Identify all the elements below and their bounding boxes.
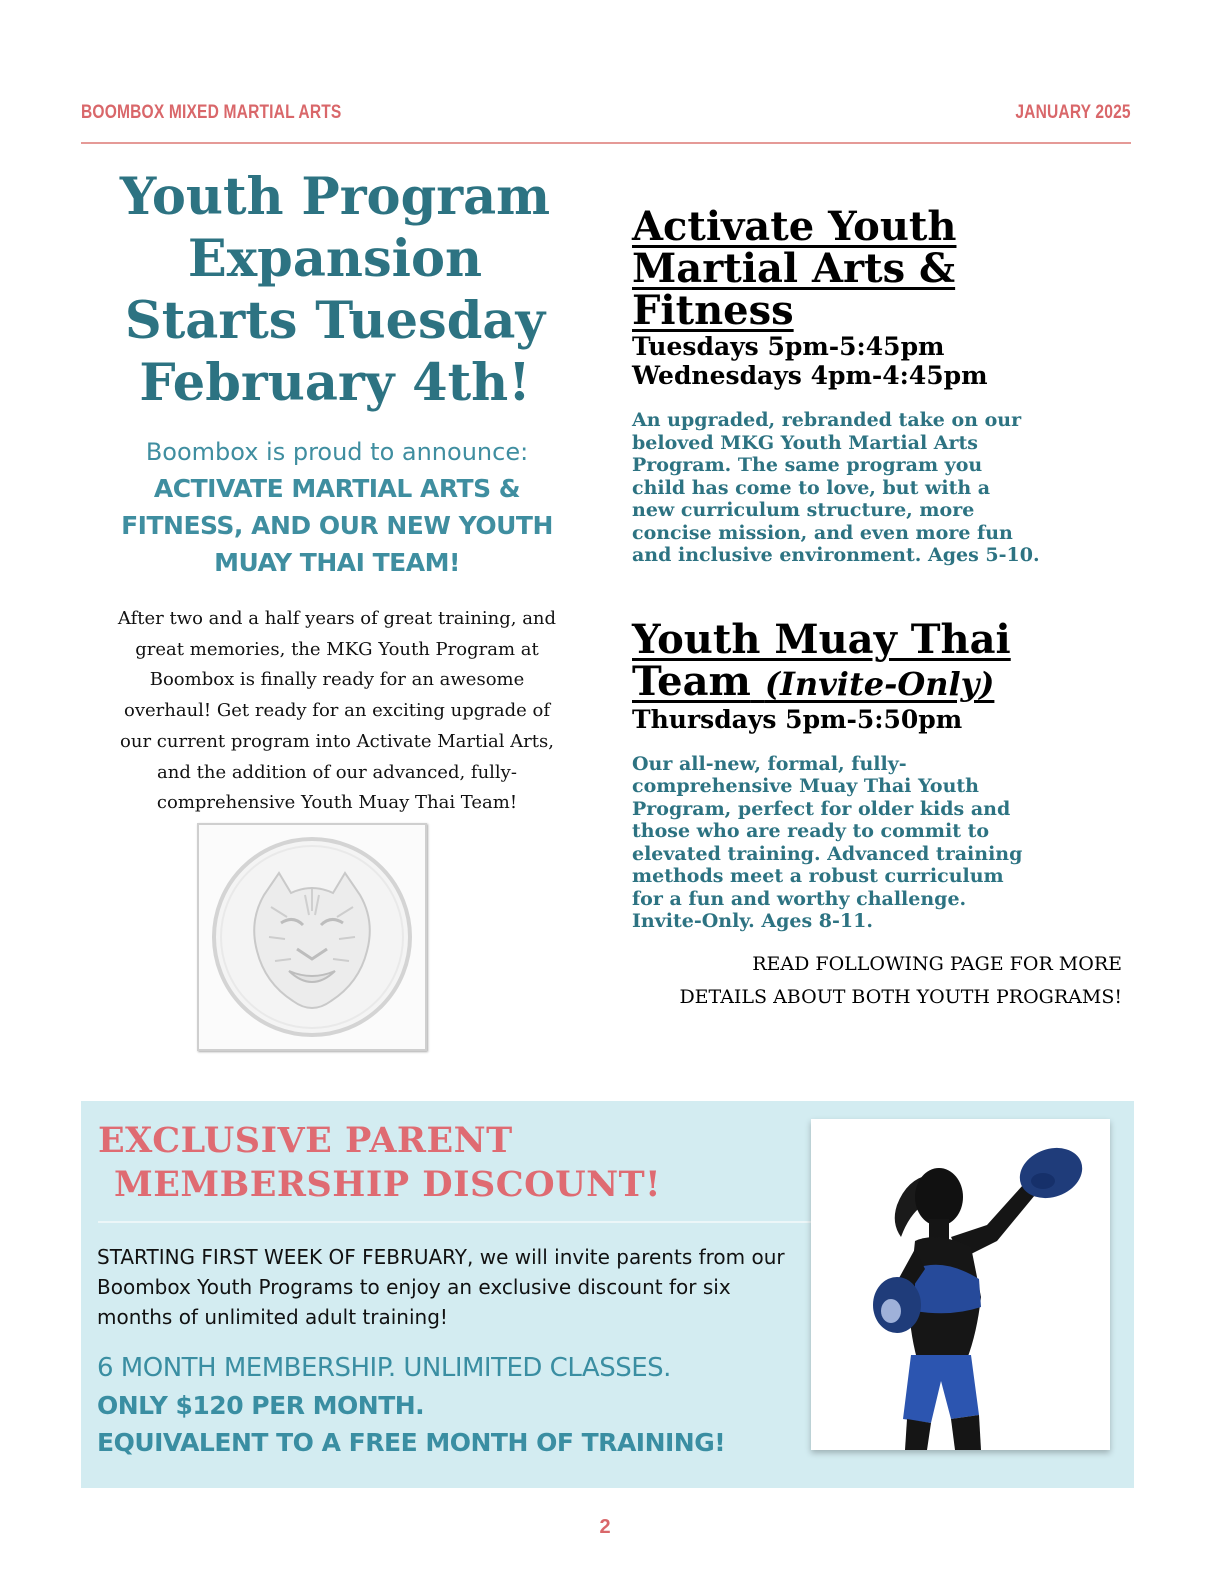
headline-line: Expansion <box>187 229 483 289</box>
paragraph-line: Boombox is finally ready for an awesome <box>149 669 525 691</box>
title-line: Martial Arts & <box>632 245 956 292</box>
main-headline <box>90 166 580 414</box>
promo-body-line: Boombox Youth Programs to enjoy an exclusive discount for six <box>97 1275 731 1299</box>
paragraph-line: comprehensive Youth Muay Thai Team! <box>156 792 518 814</box>
program-title <box>632 203 1128 334</box>
announcement-intro: Boombox is proud to announce: <box>145 438 529 466</box>
announcement-line: FITNESS, AND OUR NEW YOUTH <box>121 511 553 540</box>
announcement-line: MUAY THAI TEAM! <box>214 548 460 577</box>
parent-discount-panel <box>81 1101 1134 1488</box>
offer-equivalent: EQUIVALENT TO A FREE MONTH OF TRAINING! <box>97 1428 726 1457</box>
intro-paragraph <box>88 604 586 819</box>
desc-line: Our all-new, formal, fully- <box>632 752 907 775</box>
desc-line: elevated training. Advanced training <box>632 842 1023 865</box>
program-muay-thai <box>632 615 1128 933</box>
paragraph-line: After two and a half years of great training, and <box>117 608 557 629</box>
title-line: Fitness <box>632 287 794 334</box>
desc-line: and inclusive environment. Ages 5-10. <box>632 544 1040 566</box>
tiger-head-icon <box>199 825 425 1049</box>
promo-body <box>97 1242 807 1332</box>
programs-column <box>632 203 1128 933</box>
program-description <box>632 753 1128 933</box>
title-line: Youth Muay Thai <box>632 615 1011 663</box>
announcement <box>90 434 584 581</box>
desc-line: Invite-Only. Ages 8-11. <box>632 910 873 932</box>
paragraph-line: great memories, the MKG Youth Program at <box>135 638 539 660</box>
promo-title-line: MEMBERSHIP DISCOUNT! <box>114 1164 661 1205</box>
paragraph-line: our current program into Activate Martial Arts, <box>120 730 554 752</box>
page-number: 2 <box>599 1516 611 1538</box>
desc-line: Program. The same program you <box>632 454 983 476</box>
read-more-line: READ FOLLOWING PAGE FOR MORE <box>752 953 1122 975</box>
desc-line: Program, perfect for older kids and <box>632 797 1011 820</box>
headline-line: Youth Program <box>119 167 551 227</box>
boxer-silhouette-icon <box>811 1119 1110 1450</box>
promo-body-line: STARTING FIRST WEEK OF FEBRUARY, we will invite parents from our <box>97 1245 785 1269</box>
offer-price: ONLY $120 PER MONTH. <box>97 1391 425 1420</box>
schedule-line: Wednesdays 4pm-4:45pm <box>632 361 988 390</box>
desc-line: methods meet a robust curriculum <box>632 865 1004 887</box>
desc-line: concise mission, and even more fun <box>632 521 1013 544</box>
invite-only-label: (Invite-Only) <box>764 664 995 703</box>
read-more-note <box>630 948 1122 1014</box>
desc-line: comprehensive Muay Thai Youth <box>632 775 980 797</box>
paragraph-line: overhaul! Get ready for an exciting upgrade of <box>124 700 550 722</box>
issue-date: JANUARY 2025 <box>1015 102 1131 123</box>
headline-line: February 4th! <box>139 353 531 413</box>
schedule-line: Thursdays 5pm-5:50pm <box>632 704 963 734</box>
announcement-line: ACTIVATE MARTIAL ARTS & <box>153 474 521 503</box>
tiger-emblem-image <box>197 823 427 1051</box>
paragraph-line: and the addition of our advanced, fully- <box>157 761 517 783</box>
desc-line: An upgraded, rebranded take on our <box>632 409 1022 431</box>
title-line: Team <box>632 657 751 705</box>
program-activate <box>632 203 1128 567</box>
title-line: Activate Youth <box>632 203 957 250</box>
program-description <box>632 409 1128 567</box>
promo-body-line: months of unlimited adult training! <box>97 1305 448 1329</box>
promo-title <box>98 1119 661 1207</box>
desc-line: beloved MKG Youth Martial Arts <box>632 431 978 454</box>
boxer-photo <box>811 1119 1110 1450</box>
desc-line: new curriculum structure, more <box>632 499 975 521</box>
page-header <box>81 100 1131 144</box>
divider <box>98 1221 818 1223</box>
read-more-line: DETAILS ABOUT BOTH YOUTH PROGRAMS! <box>679 986 1122 1008</box>
desc-line: child has come to love, but with a <box>632 476 991 499</box>
headline-line: Starts Tuesday <box>124 291 546 351</box>
promo-title-line: EXCLUSIVE PARENT <box>98 1120 513 1161</box>
schedule-line: Tuesdays 5pm-5:45pm <box>632 332 945 361</box>
program-title <box>632 615 1128 705</box>
desc-line: those who are ready to commit to <box>632 820 990 842</box>
desc-line: for a fun and worthy challenge. <box>632 887 967 910</box>
promo-offer <box>97 1349 725 1461</box>
offer-membership: 6 MONTH MEMBERSHIP. UNLIMITED CLASSES. <box>97 1353 671 1383</box>
org-name: BOOMBOX MIXED MARTIAL ARTS <box>81 102 342 123</box>
